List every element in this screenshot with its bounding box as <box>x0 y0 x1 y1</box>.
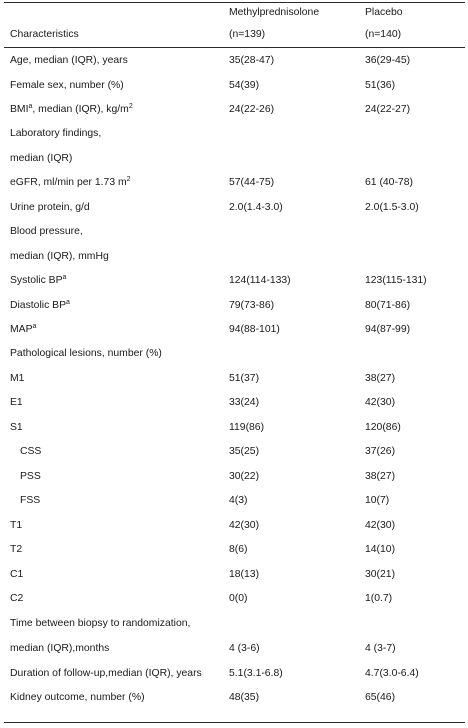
placebo-value: 30(21) <box>365 569 396 580</box>
methylprednisolone-value: 124(114-133) <box>229 275 291 286</box>
table-top-rule <box>4 2 465 3</box>
methylprednisolone-value: 119(86) <box>229 422 265 433</box>
row-label: S1 <box>10 422 23 433</box>
placebo-value: 24(22-27) <box>365 104 411 115</box>
placebo-value: 1(0.7) <box>365 593 393 604</box>
methylprednisolone-value: 4 (3-6) <box>229 643 260 654</box>
methylprednisolone-value: 54(39) <box>229 80 260 91</box>
row-label: M1 <box>10 373 25 384</box>
row-label: median (IQR) <box>10 153 73 164</box>
methylprednisolone-value: 35(25) <box>229 446 260 457</box>
placebo-value: 10(7) <box>365 495 390 506</box>
methylprednisolone-value: 33(24) <box>229 397 260 408</box>
placebo-value: 4 (3-7) <box>365 643 396 654</box>
table-bottom-rule <box>4 722 465 723</box>
placebo-value: 36(29-45) <box>365 55 411 66</box>
placebo-value: 2.0(1.5-3.0) <box>365 202 419 213</box>
placebo-value: 61 (40-78) <box>365 177 413 188</box>
methylprednisolone-value: 35(28-47) <box>229 55 275 66</box>
row-label: CSS <box>20 446 42 457</box>
group2-n: (n=140) <box>365 29 402 40</box>
methylprednisolone-value: 5.1(3.1-6.8) <box>229 668 283 679</box>
placebo-value: 38(27) <box>365 471 396 482</box>
row-label: PSS <box>20 471 41 482</box>
footnote-marker: 2 <box>126 176 131 183</box>
row-label: FSS <box>20 495 41 506</box>
placebo-value: 80(71-86) <box>365 300 411 311</box>
row-label: Blood pressure, <box>10 226 83 237</box>
placebo-value: 51(36) <box>365 80 396 91</box>
row-label: Time between biopsy to randomization, <box>10 618 191 629</box>
row-label: C1 <box>10 569 24 580</box>
header-rule <box>4 47 465 48</box>
methylprednisolone-value: 30(22) <box>229 471 260 482</box>
methylprednisolone-value: 18(13) <box>229 569 260 580</box>
placebo-value: 123(115-131) <box>365 275 427 286</box>
methylprednisolone-value: 0(0) <box>229 593 248 604</box>
row-label: C2 <box>10 593 24 604</box>
placebo-value: 38(27) <box>365 373 396 384</box>
methylprednisolone-value: 2.0(1.4-3.0) <box>229 202 283 213</box>
row-label: T1 <box>10 520 23 531</box>
methylprednisolone-value: 57(44-75) <box>229 177 275 188</box>
footnote-marker: a <box>32 323 37 330</box>
unit-superscript: 2 <box>128 103 133 110</box>
row-label: Systolic $BP^a$ <box>10 274 67 286</box>
placebo-value: 120(86) <box>365 422 401 433</box>
placebo-value: 42(30) <box>365 520 396 531</box>
row-label: Age, median (IQR), years <box>10 55 128 66</box>
methylprednisolone-value: 24(22-26) <box>229 104 275 115</box>
footnote-marker: a <box>28 103 33 110</box>
row-label: median (IQR), mmHg <box>10 251 109 262</box>
row-label: Diastolic $BP^a$ <box>10 299 70 311</box>
row-label: BMI$^a$, median (IQR), $kg/m^2$ <box>10 103 133 115</box>
characteristics-header: Characteristics <box>10 29 79 40</box>
row-label: median (IQR),months <box>10 643 110 654</box>
row-label: Laboratory findings, <box>10 128 102 139</box>
footnote-marker: a <box>66 299 70 306</box>
row-label: Female sex, number (%) <box>10 80 124 91</box>
row-label: Kidney outcome, number (%) <box>10 692 145 703</box>
methylprednisolone-value: 42(30) <box>229 520 260 531</box>
row-label: Duration of follow-up,median (IQR), years <box>10 668 202 679</box>
group2-name: Placebo <box>365 7 403 18</box>
group1-n: (n=139) <box>229 29 266 40</box>
row-label: eGFR, ml/min per 1.73 $m^2$ <box>10 176 131 188</box>
methylprednisolone-value: 4(3) <box>229 495 248 506</box>
row-label: MAP$^a$ <box>10 323 37 335</box>
placebo-value: 65(46) <box>365 692 396 703</box>
methylprednisolone-value: 79(73-86) <box>229 300 275 311</box>
row-label: Pathological lesions, number (%) <box>10 348 162 359</box>
methylprednisolone-value: 51(37) <box>229 373 260 384</box>
placebo-value: 37(26) <box>365 446 396 457</box>
placebo-value: 4.7(3.0-6.4) <box>365 668 419 679</box>
methylprednisolone-value: 8(6) <box>229 544 248 555</box>
row-label: Urine protein, g/d <box>10 202 90 213</box>
methylprednisolone-value: 48(35) <box>229 692 260 703</box>
placebo-value: 14(10) <box>365 544 396 555</box>
row-label: E1 <box>10 397 23 408</box>
placebo-value: 42(30) <box>365 397 396 408</box>
group1-name: Methylprednisolone <box>229 7 320 18</box>
footnote-marker: a <box>62 274 67 281</box>
placebo-value: 94(87-99) <box>365 324 411 335</box>
methylprednisolone-value: 94(88-101) <box>229 324 280 335</box>
row-label: T2 <box>10 544 23 555</box>
